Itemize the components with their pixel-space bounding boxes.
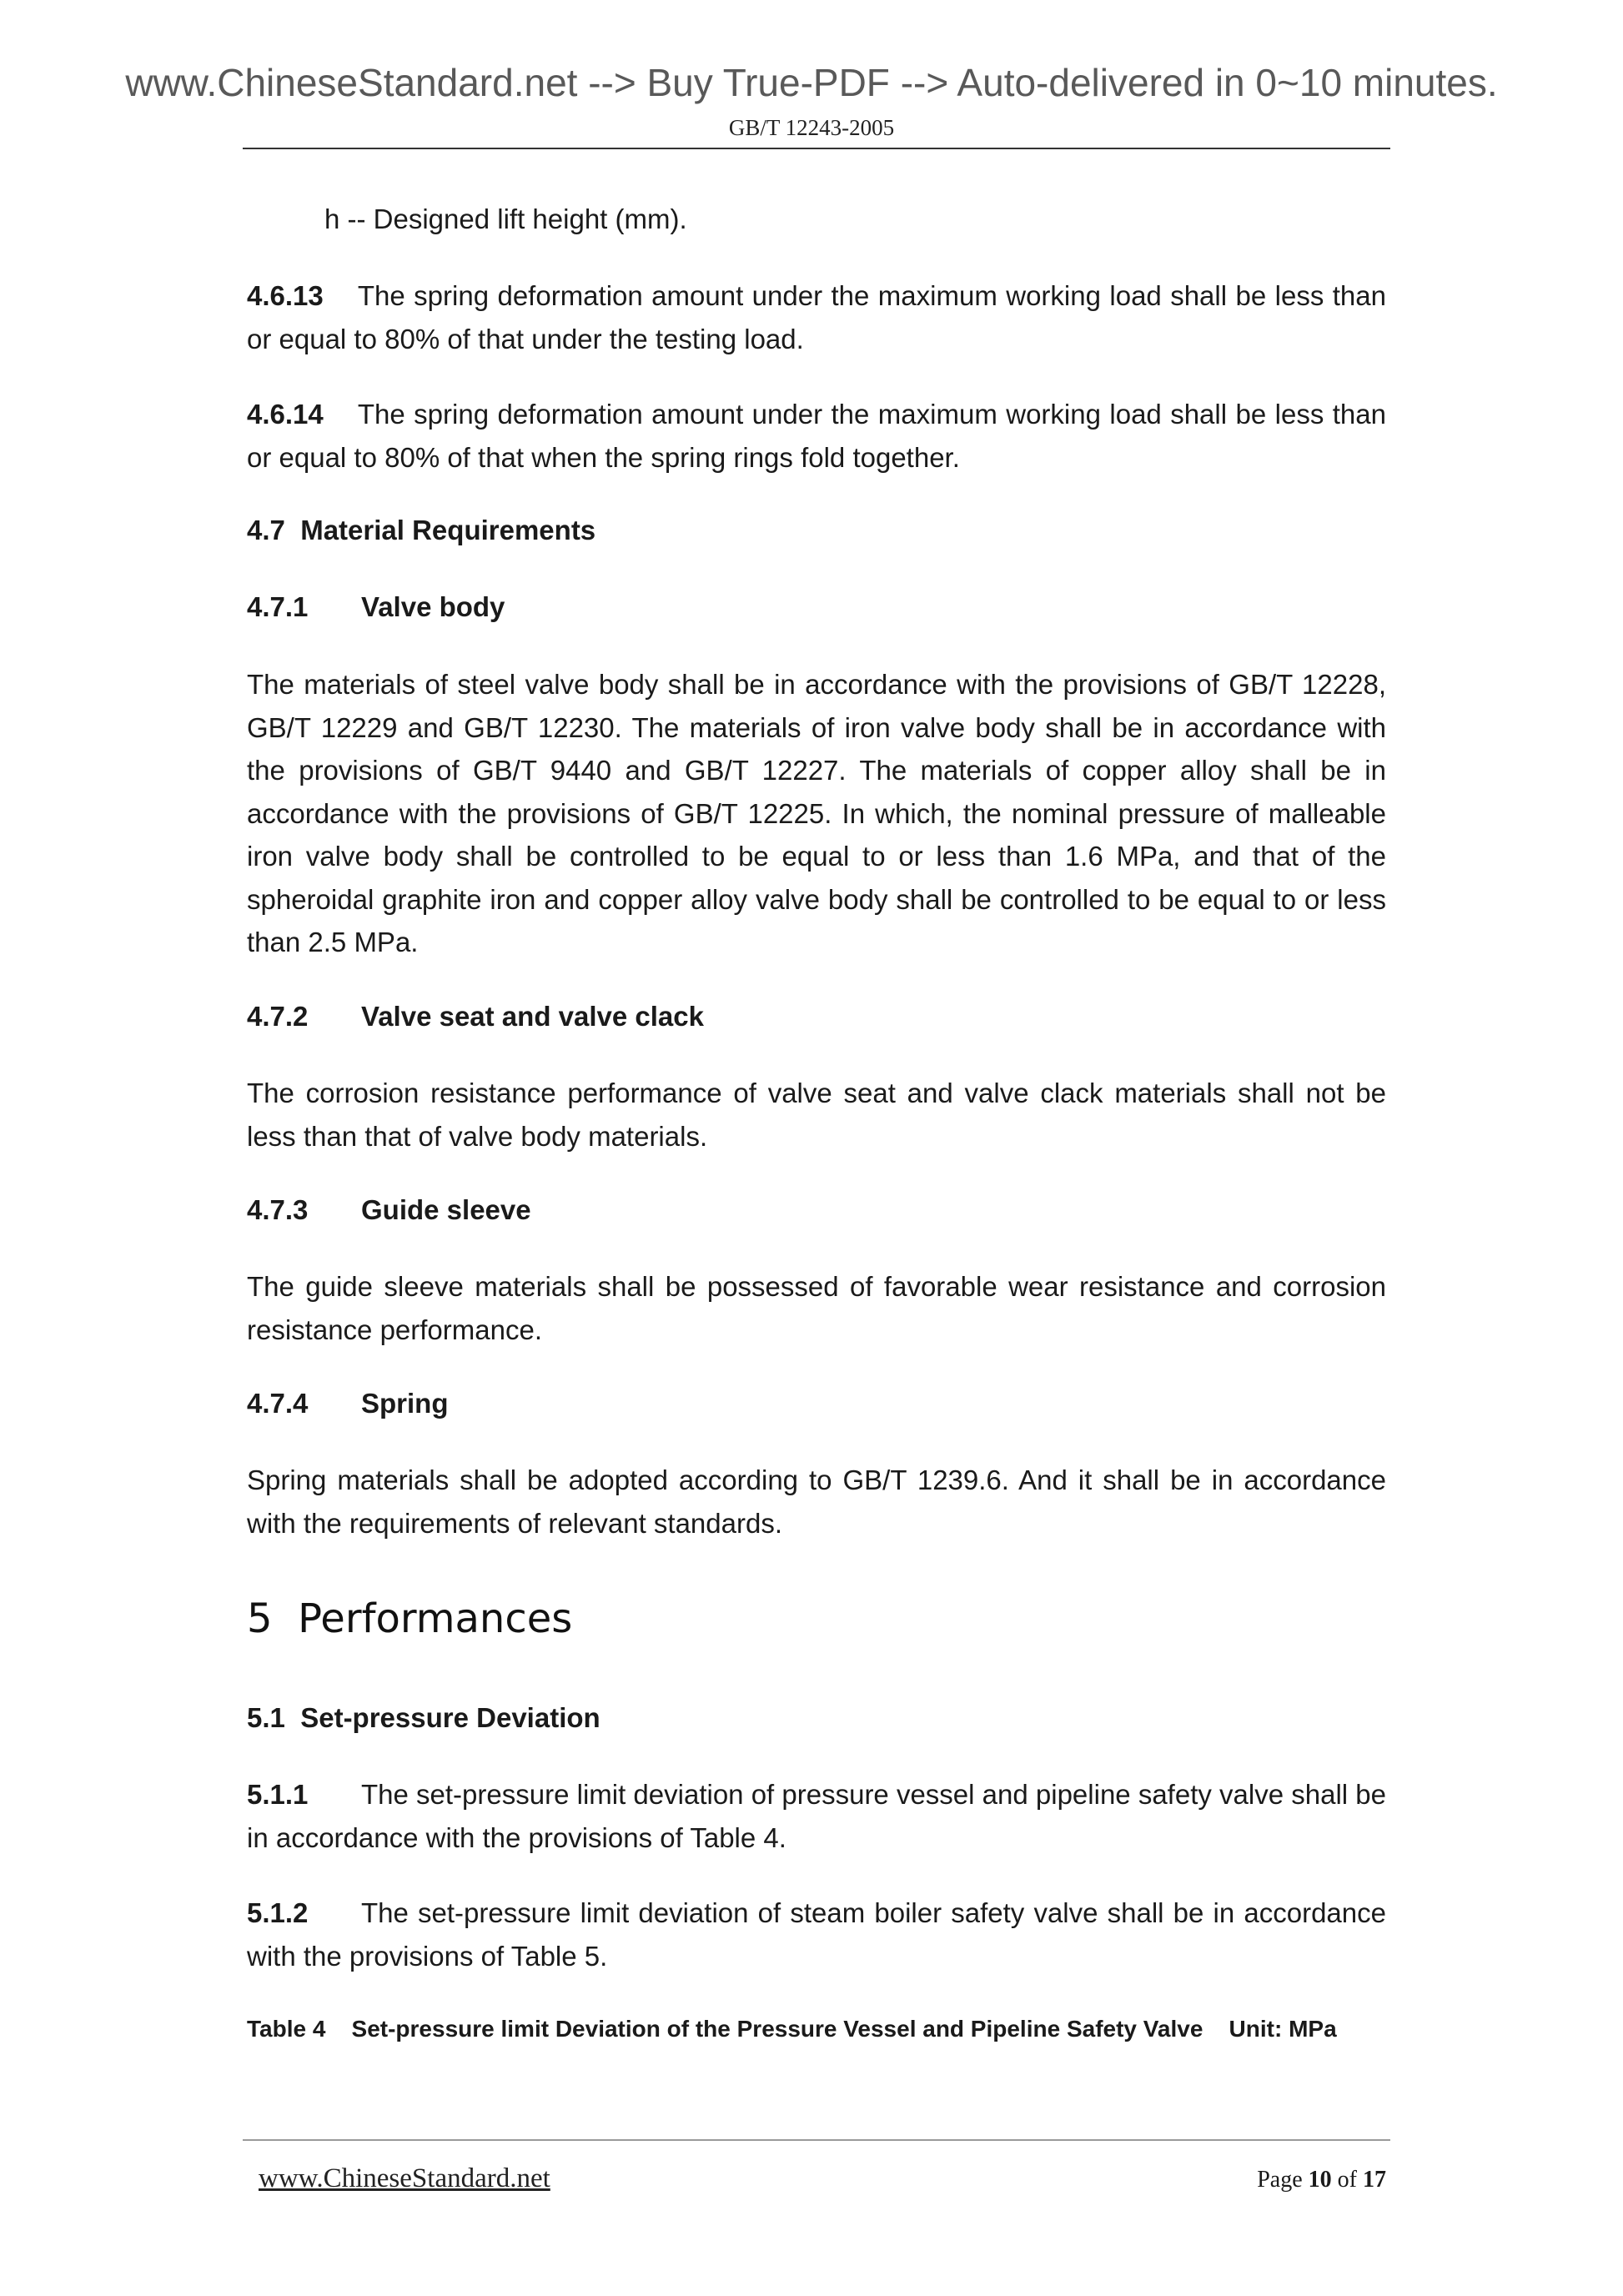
clause-4-6-14 [247,393,1386,479]
section-title: Valve body [361,591,505,622]
section-4-7-2-heading [247,1001,704,1032]
section-4-7-2-text: The corrosion resistance performance of valve seat and valve clack materials shall not be less than that of valve body materials. [247,1078,1386,1152]
clause-text: The set-pressure limit deviation of steam boiler safety valve shall be in accordance with the provisions of Table 5. [247,1897,1386,1972]
clause-text: The set-pressure limit deviation of pressure vessel and pipeline safety valve shall be in accordance with the provisions of Table 4. [247,1779,1386,1853]
section-4-7-4-heading [247,1388,449,1419]
clause-number: 5.1.1 [247,1779,309,1810]
header-divider [243,148,1390,149]
section-number: 4.7 [247,515,285,545]
chapter-5-heading [247,1595,572,1642]
section-title: Set-pressure Deviation [300,1702,600,1733]
header-banner[interactable]: www.ChineseStandard.net --> Buy True-PDF --> Auto-delivered in 0~10 minutes. [125,61,1498,104]
section-4-7-heading [247,515,595,546]
clause-number: 4.6.13 [247,280,324,311]
section-number: 4.7.1 [247,591,309,622]
standard-code: GB/T 12243-2005 [728,115,895,140]
section-title: Material Requirements [300,515,596,545]
clause-5-1-1 [247,1773,1386,1859]
of-word: of [1337,2167,1357,2193]
clause-number: 5.1.2 [247,1897,309,1928]
section-title: Guide sleeve [361,1194,531,1225]
footer-site-link[interactable]: www.ChineseStandard.net [259,2163,550,2193]
page-indicator [1251,2167,1386,2193]
table-4-caption [247,2016,1337,2042]
section-title: Valve seat and valve clack [361,1001,704,1032]
clause-number: 4.6.14 [247,399,324,430]
table-title: Set-pressure limit Deviation of the Pressure Vessel and Pipeline Safety Valve [351,2016,1203,2042]
section-number: 4.7.4 [247,1388,309,1419]
page-number: 10 [1308,2167,1332,2193]
section-4-7-1-heading [247,591,505,623]
footer-divider [243,2139,1390,2141]
chapter-number: 5 [247,1595,273,1642]
section-title: Spring [361,1388,449,1419]
section-number: 5.1 [247,1702,285,1733]
table-label: Table 4 [247,2016,326,2042]
clause-4-6-13 [247,274,1386,360]
chapter-title: Performances [298,1595,573,1642]
section-4-7-1-text: The materials of steel valve body shall be in accordance with the provisions of GB/T 12228, GB/T 12229 and GB/T 12230. The materials of iron valve body shall be in accordance with the provisions of GB/T 9440 and GB/T 12227. The materials of copper alloy shall be in accordance with the provisions of GB/T 12225. In which, the nominal pressure of malleable iron valve body shall be controlled to be equal to or less than 1.6 MPa, and that of the spheroidal graphite iron and copper alloy valve body shall be controlled to be equal to or less than 2.5 MPa. [247,669,1386,957]
page-total: 17 [1363,2167,1386,2193]
clause-text: The spring deformation amount under the maximum working load shall be less than or equal to 80% of that when the spring rings fold together. [247,399,1386,473]
section-4-7-3-text: The guide sleeve materials shall be possessed of favorable wear resistance and corrosion resistance performance. [247,1271,1386,1345]
table-unit: Unit: MPa [1229,2016,1337,2042]
section-4-7-4-text: Spring materials shall be adopted according to GB/T 1239.6. And it shall be in accordance with the requirements of relevant standards. [247,1465,1386,1539]
section-number: 4.7.3 [247,1194,309,1225]
h-definition: h -- Designed lift height (mm). [324,203,687,234]
page-word: Page [1257,2167,1303,2193]
clause-text: The spring deformation amount under the maximum working load shall be less than or equal to 80% of that under the testing load. [247,280,1386,354]
section-4-7-3-heading [247,1194,531,1226]
section-number: 4.7.2 [247,1001,309,1032]
section-5-1-heading [247,1702,600,1734]
clause-5-1-2 [247,1892,1386,1977]
